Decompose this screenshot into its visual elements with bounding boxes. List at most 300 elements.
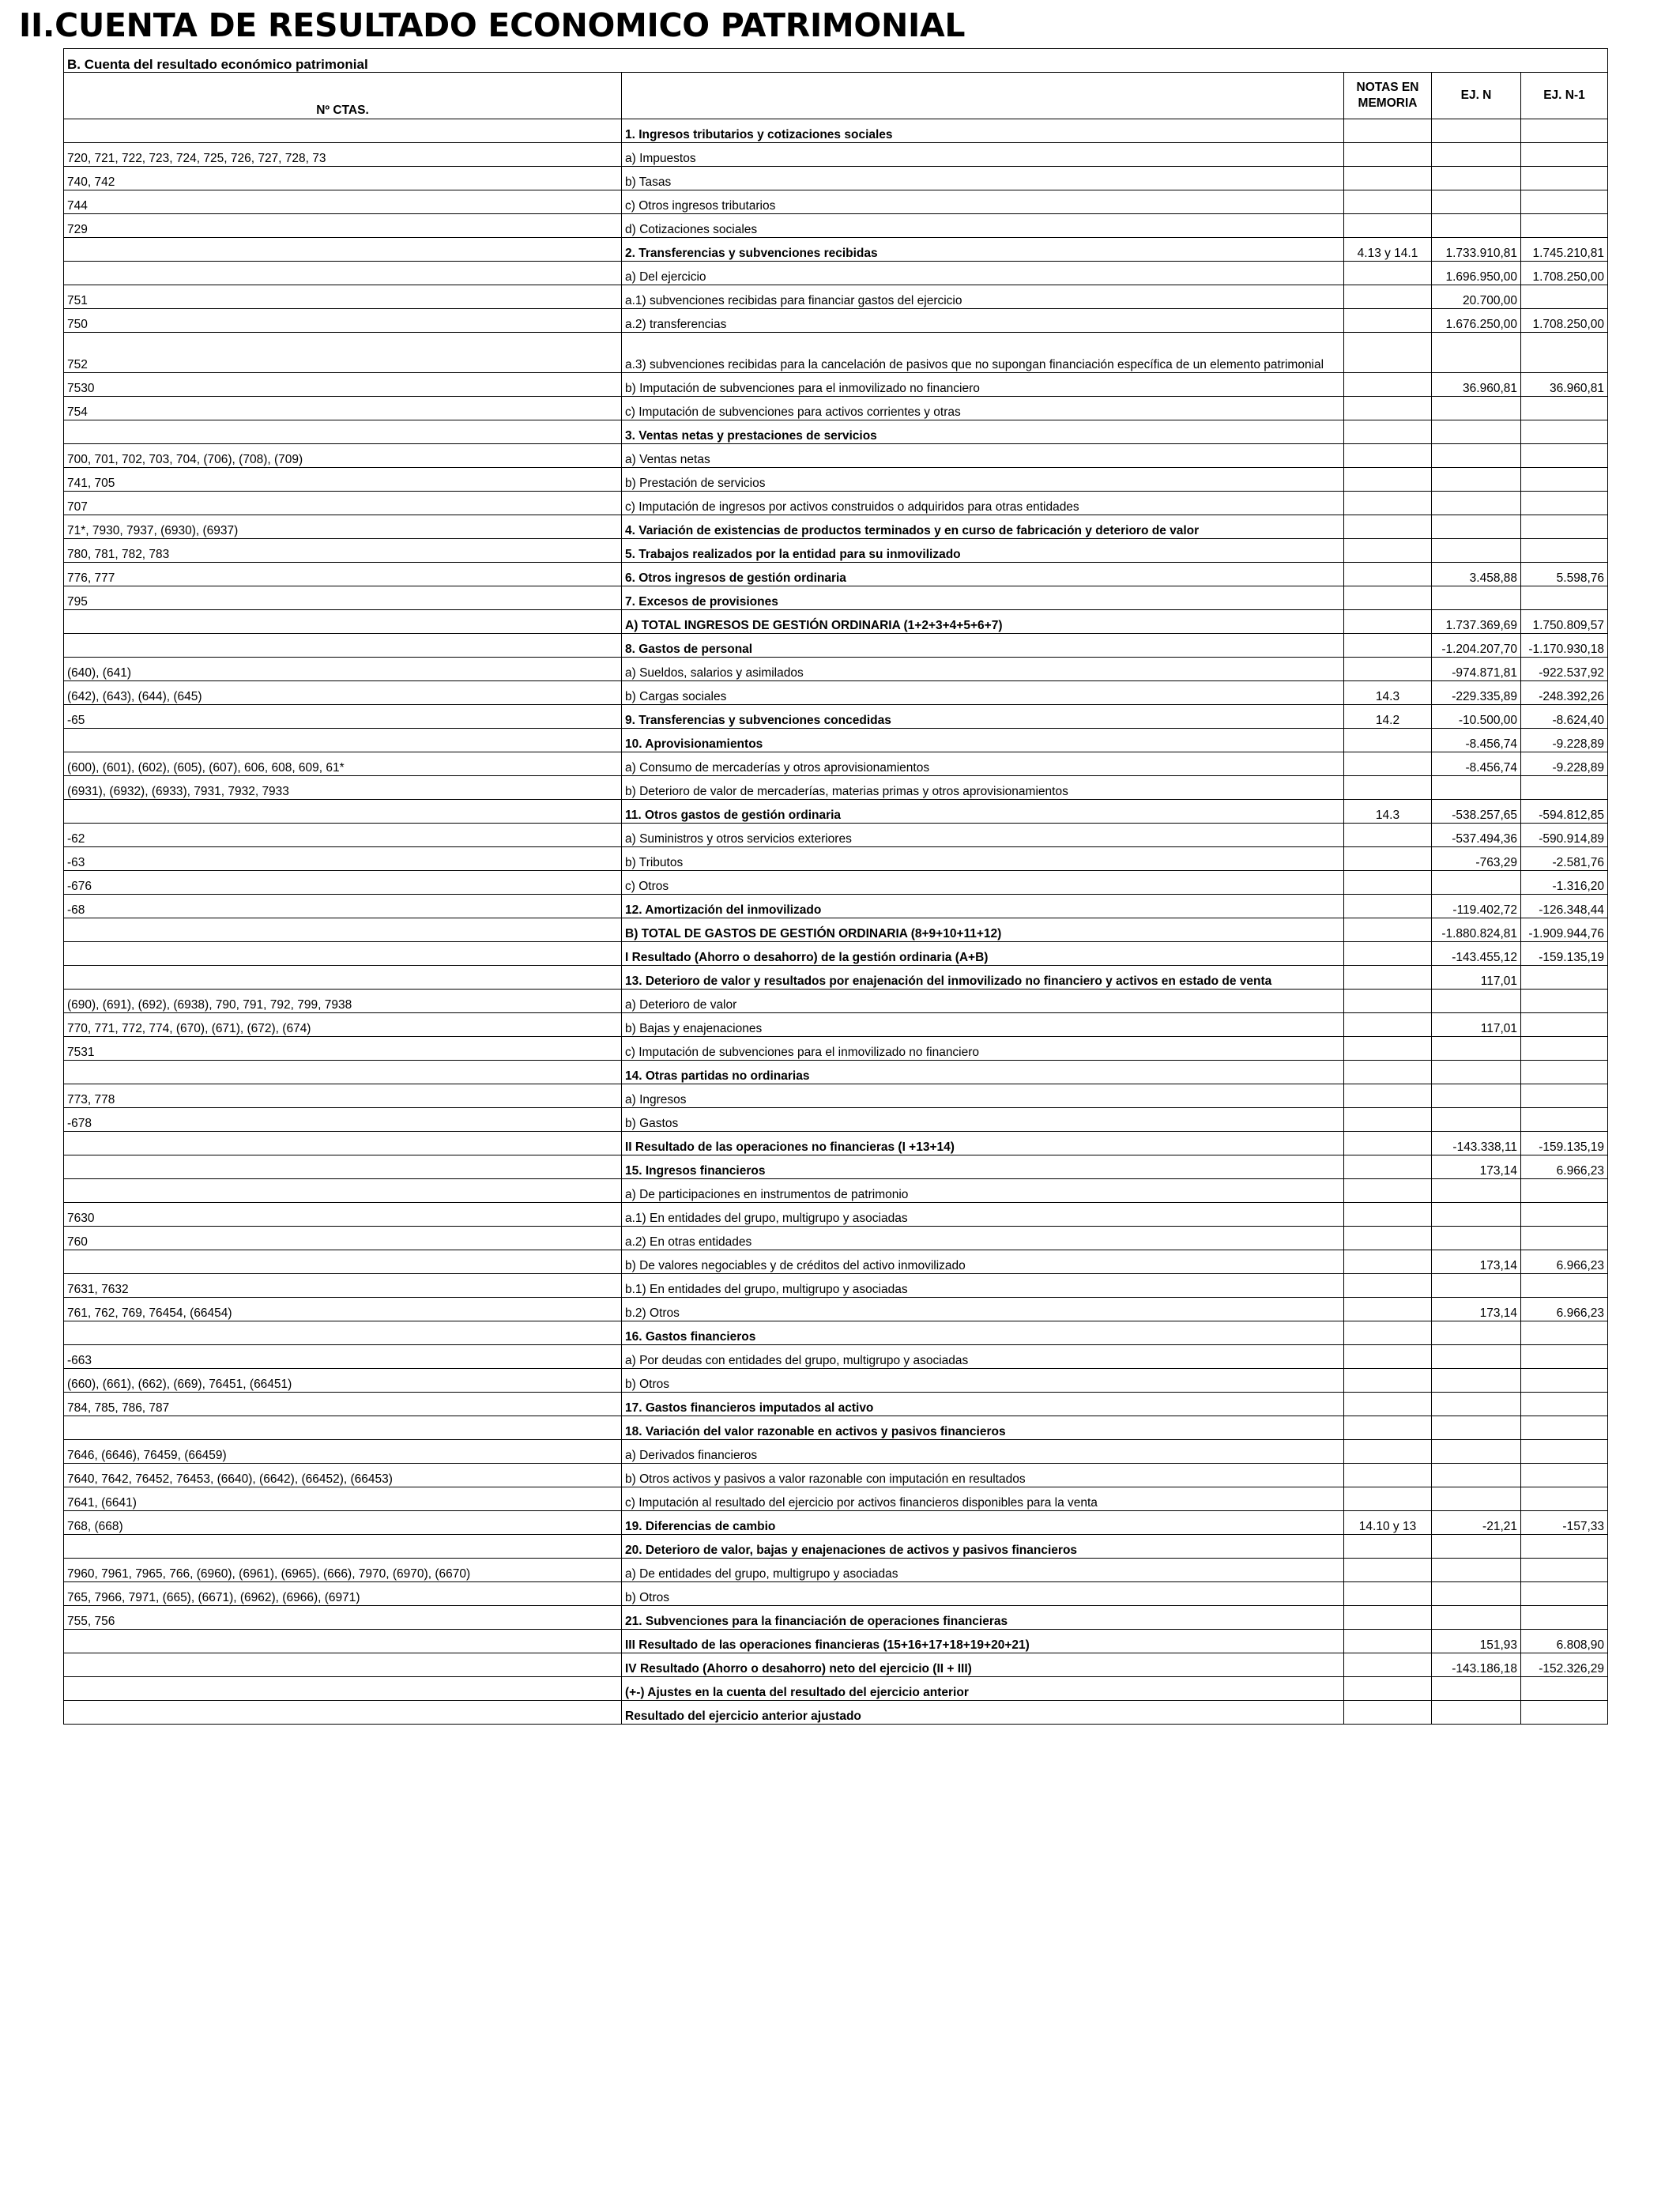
year-n-cell: -1.204.207,70 <box>1432 634 1521 658</box>
notes-cell <box>1344 1227 1432 1250</box>
notes-cell <box>1344 586 1432 610</box>
concept-cell: 6. Otros ingresos de gestión ordinaria <box>622 563 1344 586</box>
section-title-row <box>64 49 1608 73</box>
year-n1-cell <box>1521 966 1608 990</box>
concept-cell: c) Imputación al resultado del ejercicio por activos financieros disponibles para la venta <box>622 1487 1344 1511</box>
year-n1-cell: 1.708.250,00 <box>1521 309 1608 333</box>
notes-cell <box>1344 1155 1432 1179</box>
concept-cell: a.1) En entidades del grupo, multigrupo y asociadas <box>622 1203 1344 1227</box>
notes-cell <box>1344 563 1432 586</box>
account-cell: 71*, 7930, 7937, (6930), (6937) <box>64 515 622 539</box>
year-n-cell: -10.500,00 <box>1432 705 1521 729</box>
concept-cell: 13. Deterioro de valor y resultados por enajenación del inmovilizado no financiero y activos en estado de venta <box>622 966 1344 990</box>
account-cell <box>64 1701 622 1725</box>
table-row <box>64 167 1608 190</box>
year-n-cell: -229.335,89 <box>1432 681 1521 705</box>
notes-cell <box>1344 214 1432 238</box>
year-n1-cell: -9.228,89 <box>1521 729 1608 752</box>
year-n-cell <box>1432 1559 1521 1582</box>
concept-cell: 10. Aprovisionamientos <box>622 729 1344 752</box>
year-n-cell <box>1432 1345 1521 1369</box>
table-row <box>64 871 1608 895</box>
year-n-cell: 36.960,81 <box>1432 373 1521 397</box>
concept-cell: Resultado del ejercicio anterior ajustado <box>622 1701 1344 1725</box>
account-cell <box>64 966 622 990</box>
account-cell: 740, 742 <box>64 167 622 190</box>
year-n-cell: -8.456,74 <box>1432 752 1521 776</box>
year-n-cell: 1.733.910,81 <box>1432 238 1521 262</box>
year-n1-cell <box>1521 1345 1608 1369</box>
year-n-cell: 173,14 <box>1432 1155 1521 1179</box>
year-n-cell <box>1432 1108 1521 1132</box>
table-row <box>64 1701 1608 1725</box>
notes-cell <box>1344 1416 1432 1440</box>
table-row <box>64 1369 1608 1393</box>
year-n-cell <box>1432 776 1521 800</box>
notes-cell <box>1344 1606 1432 1630</box>
year-n-cell: 20.700,00 <box>1432 285 1521 309</box>
concept-cell: b) De valores negociables y de créditos del activo inmovilizado <box>622 1250 1344 1274</box>
account-cell: 752 <box>64 333 622 373</box>
concept-cell: a) De entidades del grupo, multigrupo y asociadas <box>622 1559 1344 1582</box>
year-n-cell: -974.871,81 <box>1432 658 1521 681</box>
account-cell: (660), (661), (662), (669), 76451, (66451) <box>64 1369 622 1393</box>
year-n-cell <box>1432 1393 1521 1416</box>
notes-cell <box>1344 942 1432 966</box>
concept-cell: 2. Transferencias y subvenciones recibidas <box>622 238 1344 262</box>
year-n1-cell: 1.745.210,81 <box>1521 238 1608 262</box>
year-n1-cell <box>1521 1677 1608 1701</box>
year-n1-cell: 6.808,90 <box>1521 1630 1608 1653</box>
table-row <box>64 1393 1608 1416</box>
account-cell: 7631, 7632 <box>64 1274 622 1298</box>
concept-cell: 5. Trabajos realizados por la entidad para su inmovilizado <box>622 539 1344 563</box>
year-n1-cell: -126.348,44 <box>1521 895 1608 918</box>
year-n1-cell: -159.135,19 <box>1521 1132 1608 1155</box>
year-n-cell <box>1432 444 1521 468</box>
account-cell: -65 <box>64 705 622 729</box>
year-n1-cell <box>1521 776 1608 800</box>
concept-cell: 20. Deterioro de valor, bajas y enajenaciones de activos y pasivos financieros <box>622 1535 1344 1559</box>
year-n-cell: -21,21 <box>1432 1511 1521 1535</box>
table-row <box>64 705 1608 729</box>
concept-cell: 17. Gastos financieros imputados al activo <box>622 1393 1344 1416</box>
notes-cell <box>1344 1630 1432 1653</box>
notes-cell <box>1344 309 1432 333</box>
concept-cell: a) Ventas netas <box>622 444 1344 468</box>
concept-cell: 7. Excesos de provisiones <box>622 586 1344 610</box>
table-row <box>64 1511 1608 1535</box>
year-n-cell: -119.402,72 <box>1432 895 1521 918</box>
concept-cell: III Resultado de las operaciones financieras (15+16+17+18+19+20+21) <box>622 1630 1344 1653</box>
concept-cell: II Resultado de las operaciones no financieras (I +13+14) <box>622 1132 1344 1155</box>
account-cell: 7646, (6646), 76459, (66459) <box>64 1440 622 1464</box>
concept-cell: (+-) Ajustes en la cuenta del resultado del ejercicio anterior <box>622 1677 1344 1701</box>
notes-cell <box>1344 1677 1432 1701</box>
concept-cell: a) Por deudas con entidades del grupo, multigrupo y asociadas <box>622 1345 1344 1369</box>
concept-cell: B) TOTAL DE GASTOS DE GESTIÓN ORDINARIA (8+9+10+11+12) <box>622 918 1344 942</box>
table-row <box>64 586 1608 610</box>
table-row <box>64 1155 1608 1179</box>
notes-cell <box>1344 1132 1432 1155</box>
year-n1-cell <box>1521 1464 1608 1487</box>
concept-cell: b) Imputación de subvenciones para el inmovilizado no financiero <box>622 373 1344 397</box>
concept-cell: b) Tributos <box>622 847 1344 871</box>
table-row <box>64 214 1608 238</box>
year-n-cell: -537.494,36 <box>1432 824 1521 847</box>
table-row <box>64 1179 1608 1203</box>
account-cell <box>64 918 622 942</box>
concept-cell: a) Derivados financieros <box>622 1440 1344 1464</box>
concept-cell: a) Ingresos <box>622 1084 1344 1108</box>
concept-cell: b.2) Otros <box>622 1298 1344 1321</box>
concept-cell: a) Consumo de mercaderías y otros aprovisionamientos <box>622 752 1344 776</box>
account-cell: -63 <box>64 847 622 871</box>
account-cell <box>64 262 622 285</box>
account-cell <box>64 1416 622 1440</box>
year-n-cell <box>1432 990 1521 1013</box>
year-n1-cell: 1.750.809,57 <box>1521 610 1608 634</box>
year-n-cell <box>1432 871 1521 895</box>
notes-cell: 14.3 <box>1344 681 1432 705</box>
year-n1-cell <box>1521 1037 1608 1061</box>
notes-cell <box>1344 1535 1432 1559</box>
notes-cell <box>1344 990 1432 1013</box>
table-row <box>64 563 1608 586</box>
year-n1-cell: 1.708.250,00 <box>1521 262 1608 285</box>
year-n-cell <box>1432 515 1521 539</box>
year-n-cell: 1.737.369,69 <box>1432 610 1521 634</box>
concept-cell: 4. Variación de existencias de productos terminados y en curso de fabricación y deterioro de valor <box>622 515 1344 539</box>
year-n-cell <box>1432 1203 1521 1227</box>
year-n-cell <box>1432 1701 1521 1725</box>
year-n-cell <box>1432 190 1521 214</box>
concept-cell: a.3) subvenciones recibidas para la cancelación de pasivos que no supongan financiación específica de un elemento patrimonial <box>622 333 1344 373</box>
year-n1-cell: -152.326,29 <box>1521 1653 1608 1677</box>
year-n1-cell <box>1521 492 1608 515</box>
account-cell: (600), (601), (602), (605), (607), 606, 608, 609, 61* <box>64 752 622 776</box>
account-cell <box>64 634 622 658</box>
concept-cell: 15. Ingresos financieros <box>622 1155 1344 1179</box>
table-row <box>64 1345 1608 1369</box>
notes-cell <box>1344 1298 1432 1321</box>
table-row <box>64 966 1608 990</box>
table-row <box>64 1132 1608 1155</box>
year-n1-cell <box>1521 1369 1608 1393</box>
account-cell <box>64 1179 622 1203</box>
account-cell <box>64 1155 622 1179</box>
year-n1-cell <box>1521 333 1608 373</box>
year-n1-cell: -8.624,40 <box>1521 705 1608 729</box>
year-n-cell: -8.456,74 <box>1432 729 1521 752</box>
concept-cell: 21. Subvenciones para la financiación de operaciones financieras <box>622 1606 1344 1630</box>
table-row <box>64 1108 1608 1132</box>
year-n1-cell: -1.316,20 <box>1521 871 1608 895</box>
notes-cell <box>1344 373 1432 397</box>
year-n1-cell <box>1521 1084 1608 1108</box>
table-row <box>64 1487 1608 1511</box>
concept-cell: b) Otros activos y pasivos a valor razonable con imputación en resultados <box>622 1464 1344 1487</box>
notes-cell: 14.3 <box>1344 800 1432 824</box>
table-row <box>64 942 1608 966</box>
account-cell: 744 <box>64 190 622 214</box>
account-cell <box>64 238 622 262</box>
concept-cell: I Resultado (Ahorro o desahorro) de la gestión ordinaria (A+B) <box>622 942 1344 966</box>
account-cell: 7531 <box>64 1037 622 1061</box>
concept-cell: a) Sueldos, salarios y asimilados <box>622 658 1344 681</box>
year-n-cell <box>1432 468 1521 492</box>
table-row <box>64 1535 1608 1559</box>
year-n-cell <box>1432 1416 1521 1440</box>
notes-cell <box>1344 262 1432 285</box>
year-n1-cell <box>1521 397 1608 420</box>
table-row <box>64 729 1608 752</box>
notes-cell <box>1344 1084 1432 1108</box>
year-n1-cell <box>1521 1108 1608 1132</box>
table-row <box>64 1464 1608 1487</box>
notes-cell <box>1344 1345 1432 1369</box>
year-n-cell <box>1432 1606 1521 1630</box>
table-row <box>64 1274 1608 1298</box>
year-n1-cell <box>1521 1606 1608 1630</box>
concept-cell: b) Prestación de servicios <box>622 468 1344 492</box>
year-n-cell <box>1432 539 1521 563</box>
notes-cell <box>1344 1487 1432 1511</box>
concept-cell: 11. Otros gastos de gestión ordinaria <box>622 800 1344 824</box>
account-cell: 773, 778 <box>64 1084 622 1108</box>
table-row <box>64 918 1608 942</box>
notes-cell <box>1344 1061 1432 1084</box>
account-cell: (690), (691), (692), (6938), 790, 791, 792, 799, 7938 <box>64 990 622 1013</box>
account-cell: 720, 721, 722, 723, 724, 725, 726, 727, 728, 73 <box>64 143 622 167</box>
year-n1-cell <box>1521 1701 1608 1725</box>
concept-cell: a.2) transferencias <box>622 309 1344 333</box>
header-concept <box>622 73 1344 119</box>
concept-cell: A) TOTAL INGRESOS DE GESTIÓN ORDINARIA (1+2+3+4+5+6+7) <box>622 610 1344 634</box>
account-cell: 7530 <box>64 373 622 397</box>
notes-cell <box>1344 420 1432 444</box>
notes-cell <box>1344 895 1432 918</box>
year-n1-cell <box>1521 119 1608 143</box>
year-n-cell <box>1432 1037 1521 1061</box>
notes-cell <box>1344 285 1432 309</box>
year-n1-cell: -159.135,19 <box>1521 942 1608 966</box>
table-row <box>64 143 1608 167</box>
notes-cell <box>1344 1653 1432 1677</box>
year-n1-cell: 5.598,76 <box>1521 563 1608 586</box>
year-n-cell: 1.696.950,00 <box>1432 262 1521 285</box>
year-n1-cell <box>1521 1321 1608 1345</box>
year-n-cell <box>1432 1440 1521 1464</box>
year-n1-cell: -922.537,92 <box>1521 658 1608 681</box>
notes-cell <box>1344 776 1432 800</box>
concept-cell: 16. Gastos financieros <box>622 1321 1344 1345</box>
account-cell: -663 <box>64 1345 622 1369</box>
notes-cell <box>1344 397 1432 420</box>
year-n-cell <box>1432 1487 1521 1511</box>
year-n1-cell <box>1521 1061 1608 1084</box>
concept-cell: a) Del ejercicio <box>622 262 1344 285</box>
table-row <box>64 444 1608 468</box>
table-row <box>64 1298 1608 1321</box>
year-n1-cell <box>1521 420 1608 444</box>
year-n1-cell: 6.966,23 <box>1521 1155 1608 1179</box>
account-cell: 741, 705 <box>64 468 622 492</box>
account-cell: -678 <box>64 1108 622 1132</box>
table-row <box>64 776 1608 800</box>
notes-cell <box>1344 1250 1432 1274</box>
year-n1-cell <box>1521 1559 1608 1582</box>
year-n1-cell <box>1521 1203 1608 1227</box>
year-n1-cell <box>1521 1393 1608 1416</box>
year-n1-cell: 6.966,23 <box>1521 1250 1608 1274</box>
table-row <box>64 1440 1608 1464</box>
notes-cell <box>1344 1037 1432 1061</box>
account-cell <box>64 1653 622 1677</box>
year-n1-cell <box>1521 285 1608 309</box>
concept-cell: b) Bajas y enajenaciones <box>622 1013 1344 1037</box>
table-row <box>64 634 1608 658</box>
year-n-cell: 1.676.250,00 <box>1432 309 1521 333</box>
table-row <box>64 1321 1608 1345</box>
account-cell: 776, 777 <box>64 563 622 586</box>
account-cell <box>64 1132 622 1155</box>
header-accounts: Nº CTAS. <box>64 73 622 119</box>
account-cell <box>64 1061 622 1084</box>
account-cell: 795 <box>64 586 622 610</box>
account-cell <box>64 420 622 444</box>
concept-cell: a) Impuestos <box>622 143 1344 167</box>
year-n-cell: -538.257,65 <box>1432 800 1521 824</box>
notes-cell <box>1344 1393 1432 1416</box>
concept-cell: d) Cotizaciones sociales <box>622 214 1344 238</box>
concept-cell: b.1) En entidades del grupo, multigrupo y asociadas <box>622 1274 1344 1298</box>
notes-cell <box>1344 1440 1432 1464</box>
account-cell: 7641, (6641) <box>64 1487 622 1511</box>
account-cell <box>64 1630 622 1653</box>
table-row <box>64 420 1608 444</box>
account-cell: 729 <box>64 214 622 238</box>
account-cell <box>64 1250 622 1274</box>
header-notes: NOTAS EN MEMORIA <box>1344 73 1432 119</box>
table-row <box>64 1653 1608 1677</box>
table-row <box>64 190 1608 214</box>
year-n-cell: 3.458,88 <box>1432 563 1521 586</box>
account-cell: 751 <box>64 285 622 309</box>
year-n-cell <box>1432 1227 1521 1250</box>
table-row <box>64 1559 1608 1582</box>
notes-cell <box>1344 752 1432 776</box>
notes-cell <box>1344 847 1432 871</box>
account-cell: 760 <box>64 1227 622 1250</box>
account-cell: (642), (643), (644), (645) <box>64 681 622 705</box>
table-row <box>64 1061 1608 1084</box>
concept-cell: b) Gastos <box>622 1108 1344 1132</box>
table-body <box>64 49 1608 1725</box>
year-n1-cell <box>1521 214 1608 238</box>
year-n-cell: 151,93 <box>1432 1630 1521 1653</box>
concept-cell: b) Otros <box>622 1369 1344 1393</box>
header-year-n1: EJ. N-1 <box>1521 73 1608 119</box>
account-cell: 770, 771, 772, 774, (670), (671), (672), (674) <box>64 1013 622 1037</box>
account-cell: 7960, 7961, 7965, 766, (6960), (6961), (6965), (666), 7970, (6970), (6670) <box>64 1559 622 1582</box>
table-row <box>64 1203 1608 1227</box>
table-row <box>64 397 1608 420</box>
concept-cell: c) Imputación de subvenciones para el inmovilizado no financiero <box>622 1037 1344 1061</box>
notes-cell: 14.2 <box>1344 705 1432 729</box>
table-row <box>64 658 1608 681</box>
concept-cell: b) Deterioro de valor de mercaderías, materias primas y otros aprovisionamientos <box>622 776 1344 800</box>
account-cell: 780, 781, 782, 783 <box>64 539 622 563</box>
account-cell: 755, 756 <box>64 1606 622 1630</box>
notes-cell <box>1344 1013 1432 1037</box>
year-n1-cell <box>1521 515 1608 539</box>
page-title: II.CUENTA DE RESULTADO ECONOMICO PATRIMONIAL <box>19 6 966 44</box>
year-n1-cell <box>1521 444 1608 468</box>
account-cell: 750 <box>64 309 622 333</box>
account-cell: 707 <box>64 492 622 515</box>
concept-cell: b) Cargas sociales <box>622 681 1344 705</box>
account-cell: -62 <box>64 824 622 847</box>
year-n-cell: -143.338,11 <box>1432 1132 1521 1155</box>
account-cell: 7630 <box>64 1203 622 1227</box>
concept-cell: 8. Gastos de personal <box>622 634 1344 658</box>
table-row <box>64 681 1608 705</box>
account-cell: 768, (668) <box>64 1511 622 1535</box>
notes-cell <box>1344 492 1432 515</box>
concept-cell: 12. Amortización del inmovilizado <box>622 895 1344 918</box>
concept-cell: b) Tasas <box>622 167 1344 190</box>
notes-cell <box>1344 143 1432 167</box>
concept-cell: 19. Diferencias de cambio <box>622 1511 1344 1535</box>
year-n1-cell <box>1521 143 1608 167</box>
account-cell: 7640, 7642, 76452, 76453, (6640), (6642), (66452), (66453) <box>64 1464 622 1487</box>
notes-cell <box>1344 333 1432 373</box>
year-n1-cell: -9.228,89 <box>1521 752 1608 776</box>
account-cell: (6931), (6932), (6933), 7931, 7932, 7933 <box>64 776 622 800</box>
year-n1-cell <box>1521 1416 1608 1440</box>
year-n1-cell: -2.581,76 <box>1521 847 1608 871</box>
year-n-cell <box>1432 1464 1521 1487</box>
table-row <box>64 333 1608 373</box>
account-cell: -68 <box>64 895 622 918</box>
year-n1-cell <box>1521 1535 1608 1559</box>
notes-cell <box>1344 658 1432 681</box>
account-cell: 765, 7966, 7971, (665), (6671), (6962), (6966), (6971) <box>64 1582 622 1606</box>
notes-cell <box>1344 167 1432 190</box>
year-n1-cell: -157,33 <box>1521 1511 1608 1535</box>
notes-cell <box>1344 444 1432 468</box>
notes-cell <box>1344 539 1432 563</box>
result-account-table <box>63 48 1608 1725</box>
year-n-cell <box>1432 1677 1521 1701</box>
account-cell: -676 <box>64 871 622 895</box>
account-cell: 754 <box>64 397 622 420</box>
notes-cell <box>1344 824 1432 847</box>
account-cell <box>64 729 622 752</box>
concept-cell: b) Otros <box>622 1582 1344 1606</box>
year-n-cell <box>1432 214 1521 238</box>
year-n-cell <box>1432 167 1521 190</box>
year-n-cell: -763,29 <box>1432 847 1521 871</box>
year-n-cell <box>1432 586 1521 610</box>
year-n1-cell <box>1521 1487 1608 1511</box>
year-n-cell <box>1432 1179 1521 1203</box>
notes-cell <box>1344 871 1432 895</box>
notes-cell <box>1344 1701 1432 1725</box>
table-row <box>64 262 1608 285</box>
concept-cell: c) Imputación de subvenciones para activos corrientes y otras <box>622 397 1344 420</box>
